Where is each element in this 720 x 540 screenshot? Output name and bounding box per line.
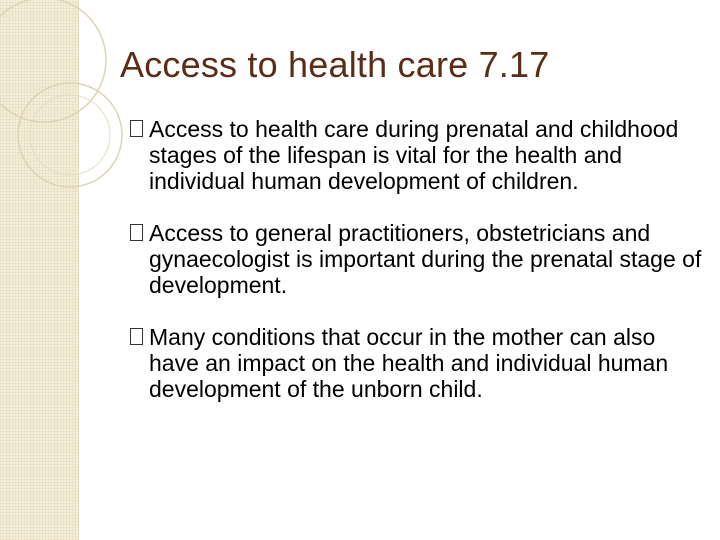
bullet-text: Access to health care during prenatal and childhood stages of the lifespan is vital for the health and individual human development of children. [149,116,679,194]
bullet-text: Many conditions that occur in the mother can also have an impact on the health and individual human development of the unborn child. [149,324,669,402]
bullet-item [130,324,702,402]
bullet-box-icon [130,224,143,241]
decorative-circles [0,0,140,200]
slide-title: Access to health care 7.17 [120,44,550,85]
bullet-list [130,116,702,428]
bullet-item [130,220,702,298]
bullet-text: Access to general practitioners, obstetricians and gynaecologist is important during the prenatal stage of development. [149,220,702,298]
bullet-box-icon [130,328,143,345]
bullet-box-icon [130,120,143,137]
bullet-item [130,116,702,194]
